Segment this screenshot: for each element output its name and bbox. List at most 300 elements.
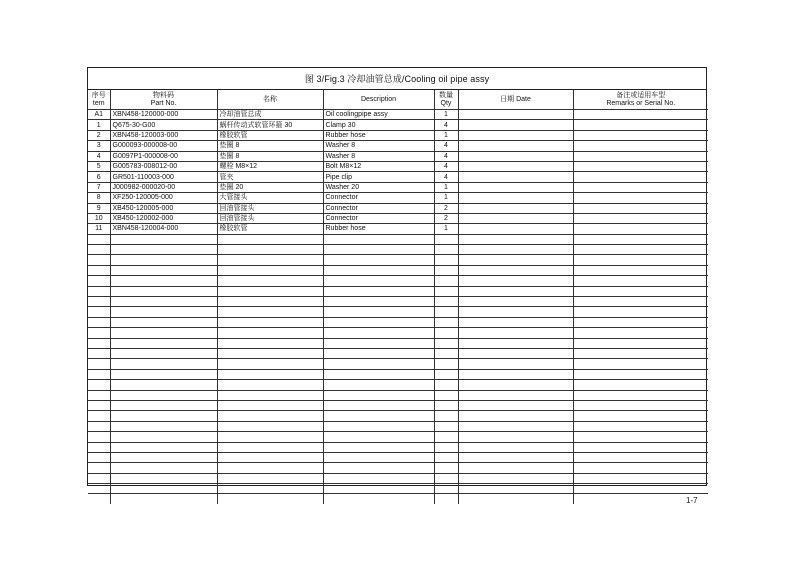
cell-remarks	[573, 193, 708, 203]
cell-part-no: J000982-000020-00	[110, 182, 217, 192]
header-item: 序号 tem	[88, 90, 110, 110]
cell-qty: 4	[434, 172, 458, 182]
cell-name	[217, 400, 323, 410]
cell-name: 大管接头	[217, 193, 323, 203]
cell-date	[458, 286, 573, 296]
cell-name	[217, 317, 323, 327]
cell-name	[217, 390, 323, 400]
cell-description	[323, 400, 434, 410]
cell-item	[88, 369, 110, 379]
cell-item	[88, 338, 110, 348]
cell-item	[88, 400, 110, 410]
cell-description	[323, 255, 434, 265]
cell-part-no	[110, 369, 217, 379]
cell-description	[323, 463, 434, 473]
cell-date	[458, 193, 573, 203]
header-date: 日期 Date	[458, 90, 573, 110]
cell-date	[458, 473, 573, 483]
cell-date	[458, 432, 573, 442]
cell-qty: 4	[434, 120, 458, 130]
cell-description	[323, 265, 434, 275]
cell-remarks	[573, 338, 708, 348]
table-row	[88, 172, 708, 182]
cell-qty	[434, 463, 458, 473]
table-row-blank	[88, 442, 708, 452]
cell-date	[458, 411, 573, 421]
cell-part-no: GR501-110003-000	[110, 172, 217, 182]
cell-date	[458, 213, 573, 223]
cell-qty	[434, 265, 458, 275]
cell-remarks	[573, 380, 708, 390]
cell-description	[323, 359, 434, 369]
cell-description: Bolt M8×12	[323, 161, 434, 171]
cell-qty	[434, 338, 458, 348]
cell-date	[458, 245, 573, 255]
cell-remarks	[573, 120, 708, 130]
cell-item	[88, 463, 110, 473]
table-row-blank	[88, 421, 708, 431]
cell-name: 垫圈 20	[217, 182, 323, 192]
cell-name	[217, 276, 323, 286]
cell-item	[88, 245, 110, 255]
cell-remarks	[573, 421, 708, 431]
cell-part-no	[110, 421, 217, 431]
cell-name: 螺栓 M8×12	[217, 161, 323, 171]
cell-name: 冷却油管总成	[217, 110, 323, 120]
cell-name	[217, 380, 323, 390]
cell-description	[323, 234, 434, 244]
cell-date	[458, 348, 573, 358]
table-row-blank	[88, 484, 708, 494]
cell-name: 回油管接头	[217, 213, 323, 223]
cell-description	[323, 432, 434, 442]
cell-qty	[434, 421, 458, 431]
cell-description: Washer 8	[323, 151, 434, 161]
cell-description	[323, 276, 434, 286]
cell-remarks	[573, 442, 708, 452]
cell-date	[458, 494, 573, 504]
cell-name	[217, 369, 323, 379]
cell-qty	[434, 473, 458, 483]
cell-date	[458, 421, 573, 431]
cell-remarks	[573, 473, 708, 483]
cell-remarks	[573, 328, 708, 338]
cell-date	[458, 276, 573, 286]
cell-remarks	[573, 411, 708, 421]
figure-title: 图 3/Fig.3 冷却油管总成/Cooling oil pipe assy	[88, 68, 706, 90]
table-row-blank	[88, 494, 708, 504]
cell-item	[88, 286, 110, 296]
cell-item: 9	[88, 203, 110, 213]
cell-qty	[434, 297, 458, 307]
cell-item: 1	[88, 120, 110, 130]
cell-remarks	[573, 463, 708, 473]
table-row-blank	[88, 390, 708, 400]
cell-qty	[434, 348, 458, 358]
cell-item	[88, 317, 110, 327]
cell-remarks	[573, 151, 708, 161]
header-name: 名称	[217, 90, 323, 110]
table-row	[88, 224, 708, 234]
cell-qty	[434, 380, 458, 390]
cell-qty: 1	[434, 130, 458, 140]
cell-qty	[434, 484, 458, 494]
table-row-blank	[88, 286, 708, 296]
cell-date	[458, 182, 573, 192]
cell-name	[217, 348, 323, 358]
cell-item	[88, 421, 110, 431]
cell-date	[458, 452, 573, 462]
cell-remarks	[573, 234, 708, 244]
cell-item	[88, 452, 110, 462]
parts-table	[88, 90, 708, 504]
cell-item	[88, 359, 110, 369]
cell-description: Connector	[323, 203, 434, 213]
cell-name: 管夹	[217, 172, 323, 182]
cell-description: Oil coolingpipe assy	[323, 110, 434, 120]
parts-list-sheet	[87, 67, 707, 486]
table-row-blank	[88, 276, 708, 286]
cell-date	[458, 234, 573, 244]
cell-item	[88, 473, 110, 483]
cell-remarks	[573, 255, 708, 265]
cell-name: 蜗杆传动式软管环箍 30	[217, 120, 323, 130]
cell-description	[323, 317, 434, 327]
cell-remarks	[573, 390, 708, 400]
cell-remarks	[573, 265, 708, 275]
cell-remarks	[573, 213, 708, 223]
page-number: 1-7	[686, 496, 698, 505]
cell-item	[88, 297, 110, 307]
cell-item: 7	[88, 182, 110, 192]
cell-description: Connector	[323, 213, 434, 223]
table-row	[88, 141, 708, 151]
cell-part-no	[110, 328, 217, 338]
cell-name	[217, 452, 323, 462]
cell-part-no: XB450-120002-000	[110, 213, 217, 223]
cell-qty: 4	[434, 161, 458, 171]
cell-remarks	[573, 369, 708, 379]
cell-part-no: XB450-120005-000	[110, 203, 217, 213]
cell-qty: 2	[434, 213, 458, 223]
cell-description: Connector	[323, 193, 434, 203]
cell-part-no	[110, 234, 217, 244]
cell-description	[323, 348, 434, 358]
cell-remarks	[573, 141, 708, 151]
cell-qty	[434, 411, 458, 421]
cell-description	[323, 307, 434, 317]
cell-description	[323, 421, 434, 431]
cell-item: 10	[88, 213, 110, 223]
cell-name: 回油管接头	[217, 203, 323, 213]
cell-item	[88, 390, 110, 400]
cell-part-no	[110, 265, 217, 275]
cell-qty	[434, 234, 458, 244]
cell-date	[458, 369, 573, 379]
cell-description: Rubber hose	[323, 224, 434, 234]
table-row	[88, 130, 708, 140]
cell-part-no	[110, 338, 217, 348]
cell-remarks	[573, 161, 708, 171]
cell-qty	[434, 369, 458, 379]
cell-qty: 4	[434, 141, 458, 151]
cell-date	[458, 380, 573, 390]
cell-name: 垫圈 8	[217, 141, 323, 151]
table-row-blank	[88, 338, 708, 348]
cell-part-no	[110, 442, 217, 452]
cell-part-no	[110, 307, 217, 317]
cell-remarks	[573, 245, 708, 255]
cell-description	[323, 245, 434, 255]
cell-part-no	[110, 411, 217, 421]
cell-qty	[434, 452, 458, 462]
cell-date	[458, 400, 573, 410]
cell-item: 6	[88, 172, 110, 182]
cell-item	[88, 307, 110, 317]
cell-remarks	[573, 276, 708, 286]
cell-remarks	[573, 224, 708, 234]
table-row	[88, 203, 708, 213]
cell-item	[88, 348, 110, 358]
cell-qty	[434, 245, 458, 255]
table-row-blank	[88, 307, 708, 317]
cell-part-no: XBN458-120003-000	[110, 130, 217, 140]
cell-qty	[434, 255, 458, 265]
table-row	[88, 151, 708, 161]
table-row-blank	[88, 317, 708, 327]
cell-date	[458, 255, 573, 265]
cell-description	[323, 442, 434, 452]
cell-qty: 2	[434, 203, 458, 213]
cell-qty: 1	[434, 193, 458, 203]
cell-part-no: XBN458-120004-000	[110, 224, 217, 234]
cell-description	[323, 297, 434, 307]
cell-date	[458, 120, 573, 130]
cell-date	[458, 161, 573, 171]
cell-item: 2	[88, 130, 110, 140]
cell-date	[458, 130, 573, 140]
cell-qty	[434, 286, 458, 296]
cell-qty: 4	[434, 151, 458, 161]
cell-description	[323, 286, 434, 296]
cell-name	[217, 307, 323, 317]
cell-date	[458, 484, 573, 494]
cell-description	[323, 338, 434, 348]
cell-name	[217, 421, 323, 431]
table-row-blank	[88, 245, 708, 255]
cell-name	[217, 411, 323, 421]
cell-name	[217, 442, 323, 452]
cell-item: 8	[88, 193, 110, 203]
cell-part-no: XF250-120005-000	[110, 193, 217, 203]
cell-description	[323, 369, 434, 379]
cell-remarks	[573, 297, 708, 307]
cell-name	[217, 432, 323, 442]
cell-part-no	[110, 473, 217, 483]
cell-name: 橡胶软管	[217, 224, 323, 234]
cell-remarks	[573, 359, 708, 369]
cell-description: Clamp 30	[323, 120, 434, 130]
cell-part-no	[110, 286, 217, 296]
cell-qty	[434, 400, 458, 410]
cell-item	[88, 328, 110, 338]
table-row-blank	[88, 348, 708, 358]
cell-item	[88, 276, 110, 286]
cell-description: Washer 8	[323, 141, 434, 151]
table-row	[88, 193, 708, 203]
table-row-blank	[88, 411, 708, 421]
cell-name	[217, 234, 323, 244]
cell-item	[88, 234, 110, 244]
cell-date	[458, 141, 573, 151]
cell-item	[88, 265, 110, 275]
cell-remarks	[573, 432, 708, 442]
header-qty: 数量 Qty	[434, 90, 458, 110]
cell-part-no	[110, 380, 217, 390]
cell-name	[217, 265, 323, 275]
cell-item	[88, 411, 110, 421]
cell-remarks	[573, 286, 708, 296]
cell-date	[458, 359, 573, 369]
cell-item: 11	[88, 224, 110, 234]
cell-part-no	[110, 348, 217, 358]
cell-remarks	[573, 110, 708, 120]
cell-part-no: XBN458-120000-000	[110, 110, 217, 120]
cell-remarks	[573, 307, 708, 317]
cell-part-no	[110, 400, 217, 410]
table-row	[88, 110, 708, 120]
cell-date	[458, 203, 573, 213]
cell-qty	[434, 276, 458, 286]
cell-part-no	[110, 463, 217, 473]
cell-name	[217, 494, 323, 504]
cell-description	[323, 411, 434, 421]
cell-remarks	[573, 484, 708, 494]
cell-part-no	[110, 317, 217, 327]
cell-item	[88, 484, 110, 494]
cell-remarks	[573, 172, 708, 182]
cell-name	[217, 245, 323, 255]
table-row-blank	[88, 452, 708, 462]
cell-remarks	[573, 203, 708, 213]
cell-date	[458, 224, 573, 234]
header-part-no: 物料码 Part No.	[110, 90, 217, 110]
cell-remarks	[573, 348, 708, 358]
cell-date	[458, 297, 573, 307]
table-row-blank	[88, 328, 708, 338]
cell-date	[458, 390, 573, 400]
table-row-blank	[88, 297, 708, 307]
cell-date	[458, 328, 573, 338]
cell-date	[458, 172, 573, 182]
cell-part-no	[110, 452, 217, 462]
cell-item	[88, 494, 110, 504]
cell-part-no	[110, 276, 217, 286]
cell-remarks	[573, 400, 708, 410]
table-row-blank	[88, 359, 708, 369]
cell-description: Pipe clip	[323, 172, 434, 182]
cell-description: Washer 20	[323, 182, 434, 192]
cell-name: 橡胶软管	[217, 130, 323, 140]
cell-name	[217, 328, 323, 338]
cell-qty: 1	[434, 182, 458, 192]
cell-item	[88, 380, 110, 390]
cell-name	[217, 463, 323, 473]
cell-name	[217, 297, 323, 307]
cell-item	[88, 255, 110, 265]
cell-qty	[434, 307, 458, 317]
cell-part-no	[110, 494, 217, 504]
table-row	[88, 120, 708, 130]
cell-date	[458, 442, 573, 452]
cell-remarks	[573, 452, 708, 462]
cell-remarks	[573, 317, 708, 327]
cell-qty: 1	[434, 110, 458, 120]
cell-description	[323, 473, 434, 483]
table-row-blank	[88, 473, 708, 483]
table-row-blank	[88, 234, 708, 244]
cell-description	[323, 484, 434, 494]
cell-item: 4	[88, 151, 110, 161]
cell-date	[458, 338, 573, 348]
cell-part-no: G005783-008012-00	[110, 161, 217, 171]
cell-description	[323, 390, 434, 400]
cell-part-no	[110, 245, 217, 255]
cell-qty	[434, 494, 458, 504]
table-row-blank	[88, 400, 708, 410]
cell-part-no	[110, 255, 217, 265]
cell-qty	[434, 390, 458, 400]
cell-item: 5	[88, 161, 110, 171]
table-row	[88, 161, 708, 171]
cell-qty	[434, 317, 458, 327]
table-header-row	[88, 90, 708, 110]
cell-description	[323, 494, 434, 504]
cell-item	[88, 442, 110, 452]
cell-date	[458, 265, 573, 275]
cell-qty	[434, 328, 458, 338]
header-description: Description	[323, 90, 434, 110]
cell-qty	[434, 442, 458, 452]
cell-qty	[434, 432, 458, 442]
cell-part-no	[110, 359, 217, 369]
cell-description	[323, 452, 434, 462]
cell-description	[323, 328, 434, 338]
cell-item	[88, 432, 110, 442]
cell-date	[458, 463, 573, 473]
cell-name	[217, 338, 323, 348]
cell-part-no	[110, 484, 217, 494]
cell-part-no: G0097P1-000008-00	[110, 151, 217, 161]
table-row-blank	[88, 432, 708, 442]
cell-remarks	[573, 130, 708, 140]
cell-part-no	[110, 297, 217, 307]
table-row-blank	[88, 369, 708, 379]
cell-date	[458, 307, 573, 317]
table-row	[88, 182, 708, 192]
cell-part-no: Q675-30-G00	[110, 120, 217, 130]
table-row	[88, 213, 708, 223]
cell-remarks	[573, 182, 708, 192]
cell-name	[217, 286, 323, 296]
cell-description	[323, 380, 434, 390]
cell-description: Rubber hose	[323, 130, 434, 140]
cell-name	[217, 359, 323, 369]
cell-part-no	[110, 390, 217, 400]
cell-name: 垫圈 8	[217, 151, 323, 161]
cell-date	[458, 110, 573, 120]
table-row-blank	[88, 463, 708, 473]
